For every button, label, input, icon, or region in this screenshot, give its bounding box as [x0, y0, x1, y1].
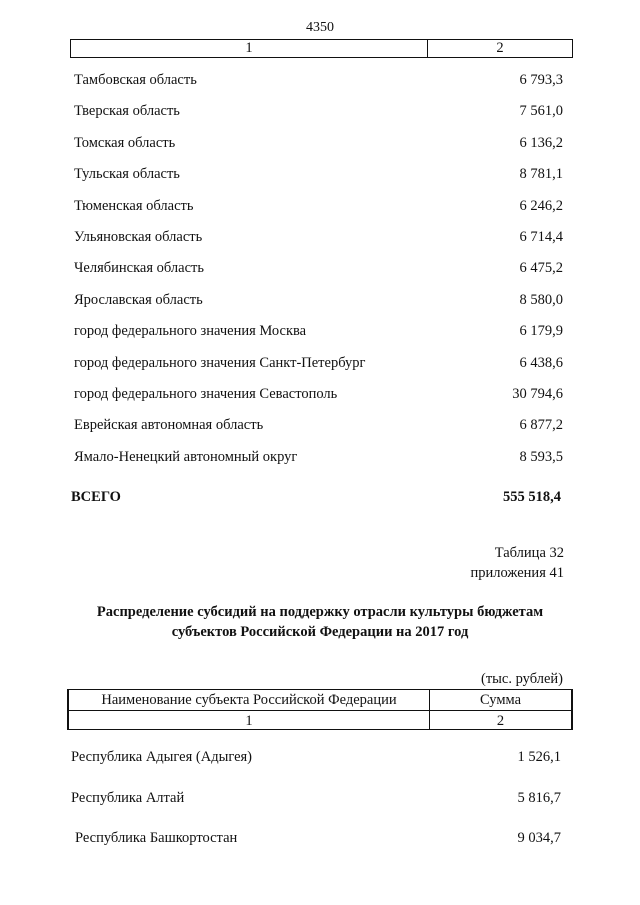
table2-header-col1: 1: [245, 713, 253, 729]
table1-row-value: 6 714,4: [519, 229, 563, 245]
table2-title: [0, 602, 640, 642]
table1-row-name: Еврейская автономная область: [74, 417, 264, 433]
table1-header-col1: 1: [245, 40, 253, 56]
total-label: ВСЕГО: [71, 489, 121, 505]
table2-row-name: Республика Алтай: [71, 790, 185, 806]
table1-row-name: Ярославская область: [74, 292, 203, 308]
table-number: [471, 543, 564, 583]
table2-row-value: 5 816,7: [517, 790, 561, 806]
table2-header-top: [67, 689, 573, 711]
table2-row-name: Республика Башкортостан: [75, 830, 238, 846]
table1-row-value: 6 246,2: [519, 198, 563, 214]
table1-row-value: 6 136,2: [519, 135, 563, 151]
table2-header-bottom: [67, 710, 573, 730]
table1-row-value: 8 781,1: [519, 166, 563, 182]
table2-header-name: Наименование субъекта Российской Федерации: [101, 692, 397, 708]
table1-row-value: 8 593,5: [519, 449, 563, 465]
table1-row-name: Томская область: [74, 135, 176, 151]
units-label: (тыс. рублей): [481, 671, 563, 687]
table1-row-name: город федерального значения Москва: [74, 323, 307, 339]
table1-row-value: 6 793,3: [519, 72, 563, 88]
table2-row-name: Республика Адыгея (Адыгея): [71, 749, 253, 765]
table1-header: [70, 39, 573, 58]
table2-header: [67, 689, 573, 730]
table2-header-sum: Сумма: [479, 692, 522, 708]
table1-row-name: Тверская область: [74, 103, 180, 119]
table1-row-value: 8 580,0: [519, 292, 563, 308]
table1-header-col2: 2: [496, 40, 504, 56]
table1-row-value: 6 179,9: [519, 323, 563, 339]
total-value: 555 518,4: [503, 489, 561, 505]
table1-row-value: 30 794,6: [512, 386, 563, 402]
table1-row-name: Тульская область: [74, 166, 180, 182]
table1-row-value: 7 561,0: [519, 103, 563, 119]
table-number-line1: Таблица 32: [494, 545, 564, 561]
table-number-line2: приложения 41: [470, 565, 564, 581]
table1-row-value: 6 438,6: [519, 355, 563, 371]
page-number: 4350: [306, 20, 334, 35]
table2-row-value: 1 526,1: [517, 749, 561, 765]
table2-row-value: 9 034,7: [517, 830, 561, 846]
table1-row-name: Ульяновская область: [74, 229, 203, 245]
table1-row-name: Тюменская область: [74, 198, 194, 214]
table1-row-value: 6 877,2: [519, 417, 563, 433]
title-line2: субъектов Российской Федерации на 2017 год: [171, 624, 469, 640]
table1-row-name: город федерального значения Санкт-Петербург: [74, 355, 366, 371]
table2-header-col2: 2: [496, 713, 505, 729]
table1-row-name: Ямало-Ненецкий автономный округ: [74, 449, 298, 465]
title-line1: Распределение субсидий на поддержку отрасли культуры бюджетам: [96, 604, 544, 620]
table1-row-name: город федерального значения Севастополь: [74, 386, 338, 402]
table1-row-name: Тамбовская область: [74, 72, 197, 88]
table1-row-name: Челябинская область: [74, 260, 204, 276]
table1-row-value: 6 475,2: [519, 260, 563, 276]
